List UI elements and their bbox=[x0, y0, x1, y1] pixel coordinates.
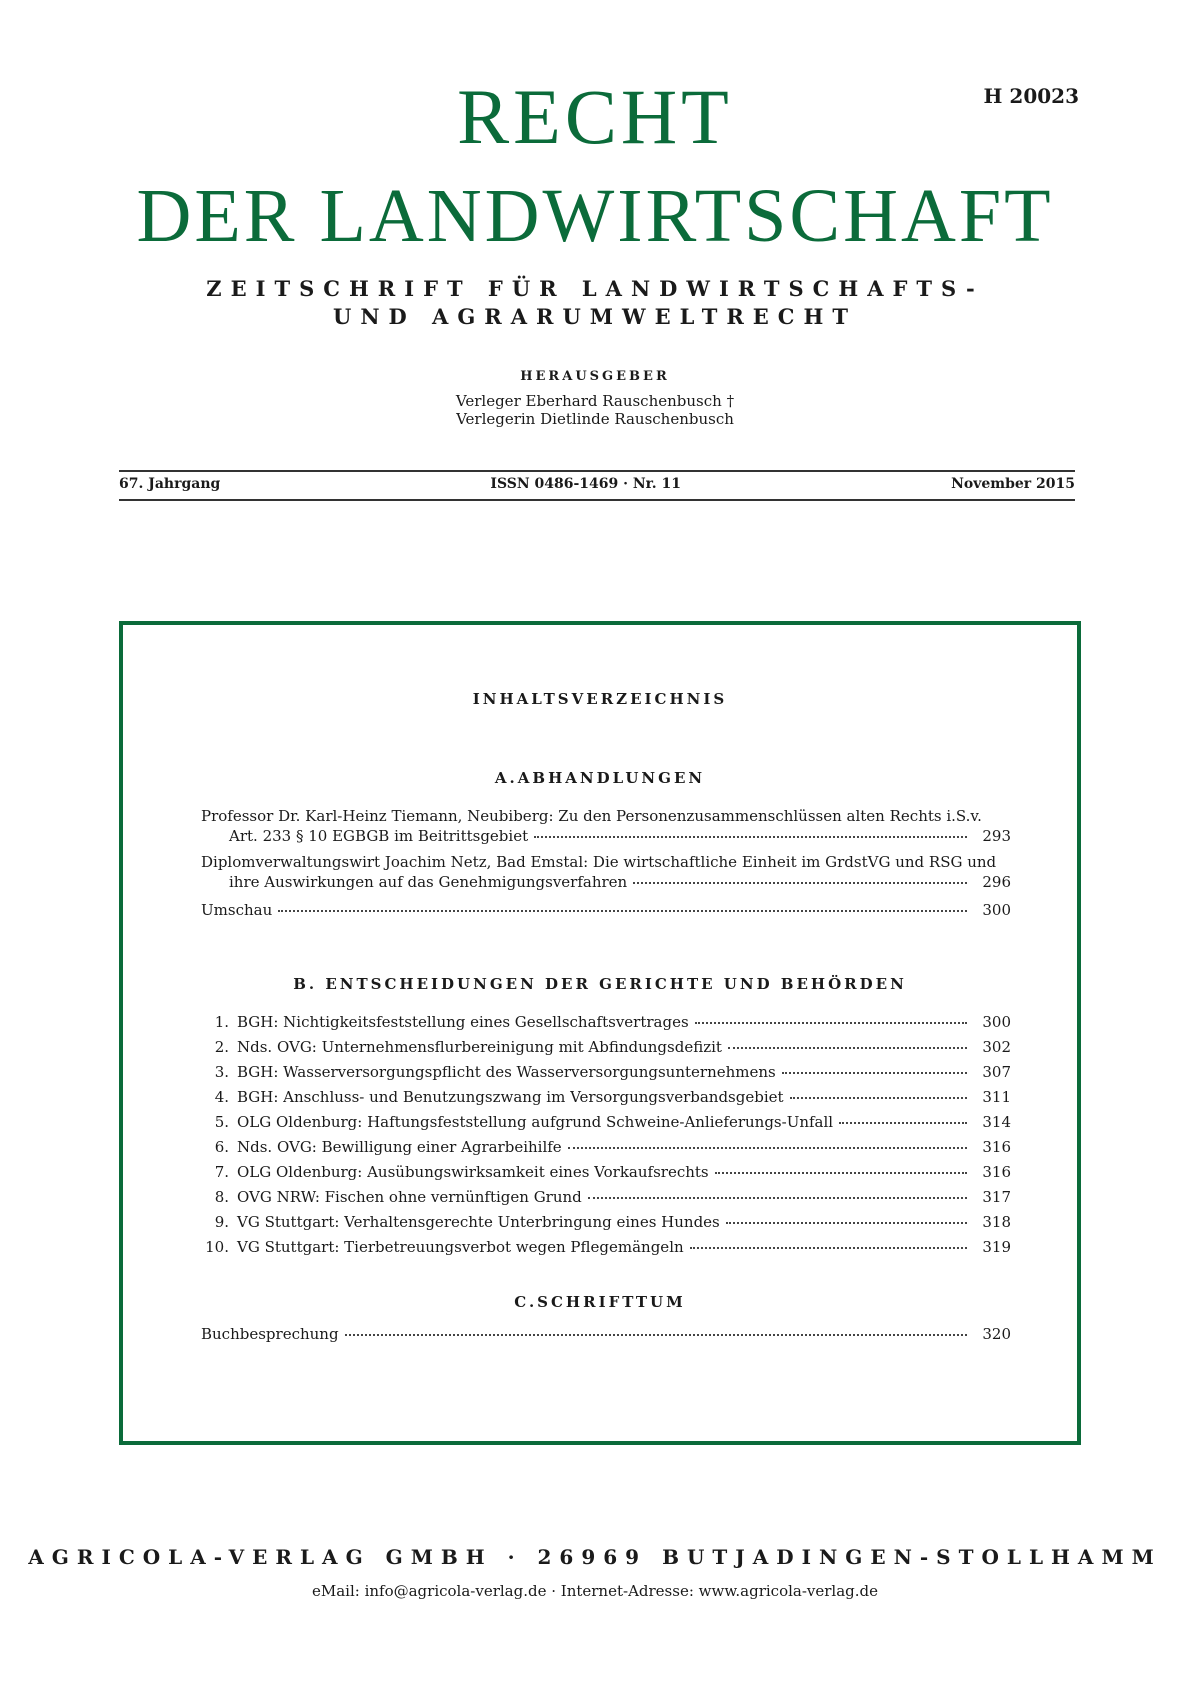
toc-entry bbox=[201, 1012, 1011, 1032]
info-bar bbox=[119, 476, 1075, 492]
entry-text-line1: Professor Dr. Karl-Heinz Tiemann, Neubiberg: Zu den Personenzusammenschlüssen alten Rechts i.S.v. bbox=[201, 807, 982, 825]
toc-entry bbox=[201, 1037, 1011, 1057]
dot-leader bbox=[633, 881, 967, 884]
jahrgang: 67. Jahrgang bbox=[119, 476, 221, 492]
toc-heading: INHALTSVERZEICHNIS bbox=[472, 690, 728, 708]
dot-leader bbox=[715, 1171, 967, 1174]
toc-entry bbox=[201, 1137, 1011, 1157]
herausgeber-name-2: Verlegerin Dietlinde Rauschenbusch bbox=[456, 410, 734, 428]
dot-leader bbox=[588, 1196, 967, 1199]
entry-number: 6. bbox=[214, 1138, 229, 1156]
page-number: 320 bbox=[982, 1325, 1011, 1343]
entry-text: Umschau bbox=[201, 901, 273, 919]
entry-text: VG Stuttgart: Tierbetreuungsverbot wegen Pflegemängeln bbox=[237, 1238, 684, 1256]
entry-text-line1: Diplomverwaltungswirt Joachim Netz, Bad Emstal: Die wirtschaftliche Einheit im GrdstVG und RSG und bbox=[201, 853, 997, 871]
journal-subtitle-line2: UND AGRARUMWELTRECHT bbox=[333, 304, 857, 329]
toc-entry bbox=[201, 1087, 1011, 1107]
dot-leader bbox=[534, 835, 967, 838]
entry-number: 5. bbox=[214, 1113, 229, 1131]
info-rule-bottom bbox=[119, 499, 1075, 501]
dot-leader bbox=[690, 1246, 967, 1249]
entry-number: 3. bbox=[214, 1063, 229, 1081]
dot-leader bbox=[782, 1071, 967, 1074]
section-b-heading: B. ENTSCHEIDUNGEN DER GERICHTE UND BEHÖRDEN bbox=[293, 975, 907, 993]
page-number: 314 bbox=[982, 1113, 1011, 1131]
journal-subtitle-line1: ZEITSCHRIFT FÜR LANDWIRTSCHAFTS- bbox=[206, 276, 984, 301]
publisher-contact: eMail: info@agricola-verlag.de · Internet-Adresse: www.agricola-verlag.de bbox=[311, 1582, 879, 1600]
section-c-heading: C.SCHRIFTTUM bbox=[514, 1293, 686, 1311]
page-number: 300 bbox=[982, 901, 1011, 919]
toc-entry bbox=[201, 1324, 1011, 1344]
dot-leader bbox=[278, 909, 967, 912]
toc-entry bbox=[201, 1112, 1011, 1132]
dot-leader bbox=[726, 1221, 967, 1224]
page-number: 300 bbox=[982, 1013, 1011, 1031]
toc-entry bbox=[201, 900, 1011, 920]
page-number: 311 bbox=[982, 1088, 1011, 1106]
toc-entry bbox=[201, 1162, 1011, 1182]
info-rule-top bbox=[119, 470, 1075, 472]
journal-code: H 20023 bbox=[983, 84, 1079, 108]
journal-title-line2: DER LANDWIRTSCHAFT bbox=[136, 174, 1054, 258]
dot-leader bbox=[695, 1021, 967, 1024]
issn-number: ISSN 0486-1469 · Nr. 11 bbox=[490, 476, 682, 492]
entry-number: 9. bbox=[214, 1213, 229, 1231]
toc-entry bbox=[201, 1062, 1011, 1082]
entry-text-line2: Art. 233 § 10 EGBGB im Beitrittsgebiet bbox=[229, 827, 529, 845]
entry-text-line2: ihre Auswirkungen auf das Genehmigungsverfahren bbox=[229, 873, 628, 891]
toc-entry bbox=[201, 806, 1011, 846]
entry-number: 7. bbox=[214, 1163, 229, 1181]
page-number: 302 bbox=[982, 1038, 1011, 1056]
entry-text: BGH: Anschluss- und Benutzungszwang im Versorgungsverbandsgebiet bbox=[237, 1088, 784, 1106]
entry-text: VG Stuttgart: Verhaltensgerechte Unterbringung eines Hundes bbox=[237, 1213, 720, 1231]
page-number: 318 bbox=[982, 1213, 1011, 1231]
entry-text: BGH: Nichtigkeitsfeststellung eines Gesellschaftsvertrages bbox=[237, 1013, 689, 1031]
entry-text: Buchbesprechung bbox=[201, 1325, 339, 1343]
entry-text: BGH: Wasserversorgungspflicht des Wasserversorgungsunternehmens bbox=[237, 1063, 776, 1081]
dot-leader bbox=[568, 1146, 967, 1149]
entry-number: 4. bbox=[214, 1088, 229, 1106]
entry-number: 2. bbox=[214, 1038, 229, 1056]
dot-leader bbox=[839, 1121, 967, 1124]
entry-text: OLG Oldenburg: Ausübungswirksamkeit eines Vorkaufsrechts bbox=[237, 1163, 709, 1181]
publisher-address: AGRICOLA-VERLAG GMBH · 26969 BUTJADINGEN-STOLLHAMM bbox=[28, 1545, 1162, 1569]
dot-leader bbox=[345, 1333, 967, 1336]
entry-text: Nds. OVG: Bewilligung einer Agrarbeihilfe bbox=[237, 1138, 562, 1156]
page-number: 317 bbox=[982, 1188, 1011, 1206]
entry-number: 8. bbox=[214, 1188, 229, 1206]
page-number: 296 bbox=[982, 873, 1011, 891]
section-a-heading: A.ABHANDLUNGEN bbox=[494, 769, 706, 787]
entry-text: OVG NRW: Fischen ohne vernünftigen Grund bbox=[237, 1188, 582, 1206]
page-number: 293 bbox=[982, 827, 1011, 845]
entry-text: Nds. OVG: Unternehmensflurbereinigung mit Abfindungsdefizit bbox=[237, 1038, 722, 1056]
toc-entry bbox=[201, 1187, 1011, 1207]
herausgeber-label: HERAUSGEBER bbox=[520, 369, 670, 384]
entry-text: OLG Oldenburg: Haftungsfeststellung aufgrund Schweine-Anlieferungs-Unfall bbox=[237, 1113, 834, 1131]
herausgeber-name-1: Verleger Eberhard Rauschenbusch † bbox=[455, 392, 735, 410]
entry-number: 10. bbox=[205, 1238, 229, 1256]
page-number: 316 bbox=[982, 1138, 1011, 1156]
table-of-contents bbox=[119, 621, 1081, 1445]
dot-leader bbox=[790, 1096, 967, 1099]
issue-date: November 2015 bbox=[951, 476, 1075, 492]
page-number: 319 bbox=[982, 1238, 1011, 1256]
toc-entry bbox=[201, 1212, 1011, 1232]
toc-entry bbox=[201, 852, 1011, 892]
dot-leader bbox=[728, 1046, 967, 1049]
journal-title-line1: RECHT bbox=[457, 73, 733, 160]
entry-number: 1. bbox=[214, 1013, 229, 1031]
toc-entry bbox=[201, 1237, 1011, 1257]
page-number: 316 bbox=[982, 1163, 1011, 1181]
page-number: 307 bbox=[982, 1063, 1011, 1081]
